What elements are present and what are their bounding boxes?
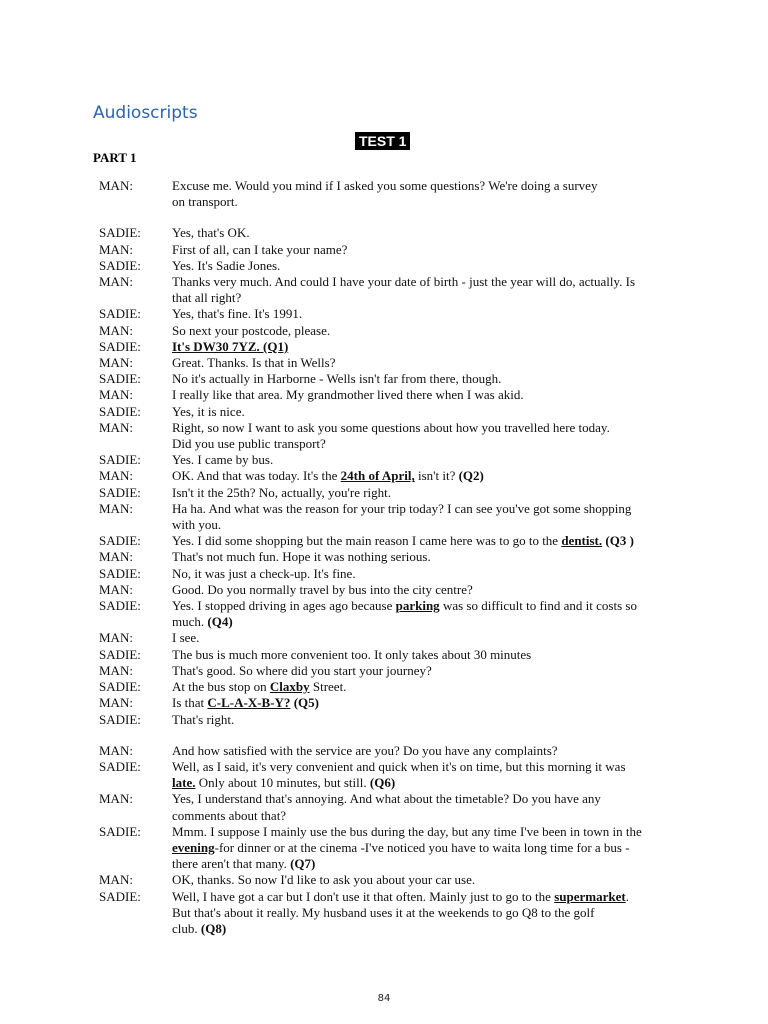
dialogue-text: The bus is much more convenient too. It only takes about 30 minutes bbox=[172, 646, 532, 662]
dialogue-turn bbox=[99, 872, 679, 888]
dialogue-turn bbox=[99, 178, 679, 210]
dialogue-line bbox=[172, 387, 679, 403]
dialogue-line bbox=[172, 856, 679, 872]
dialogue-turn bbox=[99, 387, 679, 403]
speaker-label: MAN: bbox=[99, 662, 133, 678]
answer-text: 24th of April, bbox=[340, 468, 415, 484]
speaker-label: MAN: bbox=[99, 695, 133, 711]
dialogue-line bbox=[172, 436, 679, 452]
speaker-label: MAN: bbox=[99, 581, 133, 597]
dialogue-text: At the bus stop on bbox=[172, 679, 270, 695]
question-marker: (Q2) bbox=[458, 468, 484, 484]
dialogue-text: much. bbox=[172, 614, 208, 630]
speaker-label: SADIE: bbox=[99, 598, 141, 614]
speaker-label: SADIE: bbox=[99, 533, 141, 549]
dialogue-text: And how satisfied with the service are you? Do you have any complaints? bbox=[172, 742, 558, 758]
dialogue-line bbox=[172, 274, 679, 290]
speaker-label: SADIE: bbox=[99, 452, 141, 468]
dialogue-text: Well, I have got a car but I don't use it that often. Mainly just to go to the bbox=[172, 888, 555, 904]
dialogue-turn bbox=[99, 679, 679, 695]
dialogue-line bbox=[172, 258, 679, 274]
dialogue-turn bbox=[99, 468, 679, 484]
dialogue-text: isn't it? bbox=[414, 468, 459, 484]
speaker-label: MAN: bbox=[99, 322, 133, 338]
dialogue-line bbox=[172, 549, 679, 565]
dialogue-turn bbox=[99, 274, 679, 306]
dialogue-text: OK, thanks. So now I'd like to ask you about your car use. bbox=[172, 872, 476, 888]
answer-text: evening bbox=[172, 839, 215, 855]
dialogue-line bbox=[172, 647, 679, 663]
dialogue-text: But that's about it really. My husband uses it at the weekends to go Q8 to the golf bbox=[172, 904, 595, 920]
dialogue-line bbox=[172, 791, 679, 807]
dialogue-text: Is that bbox=[172, 695, 208, 711]
dialogue-turn bbox=[99, 759, 679, 791]
dialogue-text: Mmm. I suppose I mainly use the bus during the day, but any time I've been in town in the bbox=[172, 823, 642, 839]
dialogue-line bbox=[172, 501, 679, 517]
dialogue-line bbox=[172, 194, 679, 210]
dialogue-turn bbox=[99, 242, 679, 258]
dialogue-turn bbox=[99, 663, 679, 679]
dialogue-text: No, it was just a check-up. It's fine. bbox=[172, 565, 356, 581]
answer-text: dentist. bbox=[561, 533, 603, 549]
dialogue-text: . bbox=[625, 888, 629, 904]
dialogue-line bbox=[172, 339, 679, 355]
dialogue-turn bbox=[99, 225, 679, 241]
dialogue-line bbox=[172, 404, 679, 420]
dialogue-turn bbox=[99, 695, 679, 711]
dialogue-text: Isn't it the 25th? No, actually, you're right. bbox=[172, 484, 392, 500]
speaker-label: MAN: bbox=[99, 419, 133, 435]
dialogue-line bbox=[172, 355, 679, 371]
dialogue-text: Yes, that's OK. bbox=[172, 225, 250, 241]
dialogue-turn bbox=[99, 533, 679, 549]
dialogue-line bbox=[172, 759, 679, 775]
dialogue-line bbox=[172, 290, 679, 306]
answer-text: Claxby bbox=[269, 679, 310, 695]
speaker-label: SADIE: bbox=[99, 484, 141, 500]
dialogue-turn bbox=[99, 712, 679, 728]
dialogue-turn bbox=[99, 501, 679, 533]
test-badge: TEST 1 bbox=[355, 132, 410, 150]
dialogue-text: Well, as I said, it's very convenient and quick when it's on time, but this morning it was bbox=[172, 758, 626, 774]
speaker-label: MAN: bbox=[99, 630, 133, 646]
dialogue-text: Yes. I stopped driving in ages ago because bbox=[172, 598, 396, 614]
dialogue-line bbox=[172, 598, 679, 614]
dialogue-turn bbox=[99, 452, 679, 468]
dialogue-line bbox=[172, 630, 679, 646]
dialogue-text: Yes. I came by bus. bbox=[172, 452, 274, 468]
dialogue-text: Only about 10 minutes, but still. bbox=[195, 775, 370, 791]
dialogue-line bbox=[172, 323, 679, 339]
dialogue-turn bbox=[99, 889, 679, 938]
dialogue-text: was so difficult to find and it costs so bbox=[439, 598, 637, 614]
dialogue-line bbox=[172, 582, 679, 598]
dialogue-text: No it's actually in Harborne - Wells isn't far from there, though. bbox=[172, 371, 502, 387]
speaker-label: MAN: bbox=[99, 274, 133, 290]
dialogue-line bbox=[172, 566, 679, 582]
dialogue-turn bbox=[99, 339, 679, 355]
dialogue-line bbox=[172, 420, 679, 436]
dialogue-turn bbox=[99, 323, 679, 339]
dialogue-line bbox=[172, 679, 679, 695]
speaker-label: SADIE: bbox=[99, 371, 141, 387]
dialogue-turn bbox=[99, 630, 679, 646]
dialogue-turn bbox=[99, 355, 679, 371]
speaker-label: SADIE: bbox=[99, 306, 141, 322]
speaker-label: SADIE: bbox=[99, 338, 141, 354]
dialogue-turn bbox=[99, 306, 679, 322]
dialogue-text: I really like that area. My grandmother lived there when I was akid. bbox=[172, 387, 524, 403]
dialogue-text: on transport. bbox=[172, 194, 238, 210]
paragraph-gap bbox=[99, 210, 679, 225]
speaker-label: MAN: bbox=[99, 500, 133, 516]
dialogue-text: Yes. I did some shopping but the main reason I came here was to go to the bbox=[172, 533, 562, 549]
dialogue-text: Right, so now I want to ask you some questions about how you travelled here today. bbox=[172, 419, 610, 435]
dialogue-line bbox=[172, 614, 679, 630]
question-marker: (Q5) bbox=[290, 695, 319, 711]
speaker-label: MAN: bbox=[99, 355, 133, 371]
speaker-label: SADIE: bbox=[99, 646, 141, 662]
dialogue-turn bbox=[99, 549, 679, 565]
speaker-label: MAN: bbox=[99, 549, 133, 565]
section-title: Audioscripts bbox=[93, 103, 198, 123]
dialogue-text: That's right. bbox=[172, 711, 235, 727]
dialogue-line bbox=[172, 452, 679, 468]
dialogue-line bbox=[172, 468, 679, 484]
dialogue-text: comments about that? bbox=[172, 807, 287, 823]
question-marker: (Q3 ) bbox=[605, 533, 634, 549]
speaker-label: MAN: bbox=[99, 791, 133, 807]
dialogue-text: club. bbox=[172, 920, 201, 936]
dialogue-line bbox=[172, 225, 679, 241]
dialogue-text: Yes, it is nice. bbox=[172, 403, 245, 419]
speaker-label: SADIE: bbox=[99, 257, 141, 273]
speaker-label: SADIE: bbox=[99, 225, 141, 241]
dialogue-text: Yes, I understand that's annoying. And what about the timetable? Do you have any bbox=[172, 791, 601, 807]
speaker-label: MAN: bbox=[99, 178, 133, 193]
dialogue-line bbox=[172, 743, 679, 759]
dialogue-line bbox=[172, 872, 679, 888]
dialogue-line bbox=[172, 889, 679, 905]
dialogue-line bbox=[172, 485, 679, 501]
dialogue-line bbox=[172, 306, 679, 322]
dialogue-line bbox=[172, 712, 679, 728]
dialogue-text: with you. bbox=[172, 517, 222, 533]
page-number: 84 bbox=[377, 993, 391, 1004]
dialogue-text: there aren't that many. bbox=[172, 856, 291, 872]
answer-text: late. bbox=[172, 775, 196, 791]
speaker-label: MAN: bbox=[99, 742, 133, 758]
dialogue-turn bbox=[99, 404, 679, 420]
dialogue-text: OK. And that was today. It's the bbox=[172, 468, 341, 484]
dialogue-text: -for dinner or at the cinema -I've noticed you have to waita long time for a bus - bbox=[214, 839, 630, 855]
speaker-label: MAN: bbox=[99, 468, 133, 484]
dialogue-line bbox=[172, 663, 679, 679]
dialogue-turn bbox=[99, 598, 679, 630]
dialogue-line bbox=[172, 905, 679, 921]
answer-text: parking bbox=[395, 598, 440, 614]
speaker-label: SADIE: bbox=[99, 758, 141, 774]
question-marker: (Q6) bbox=[369, 775, 396, 791]
dialogue-line bbox=[172, 695, 679, 711]
dialogue-text: So next your postcode, please. bbox=[172, 322, 331, 338]
dialogue-line bbox=[172, 178, 679, 194]
dialogue-text: that all right? bbox=[172, 290, 242, 306]
speaker-label: MAN: bbox=[99, 241, 133, 257]
question-marker: (Q4) bbox=[207, 614, 233, 630]
dialogue-turn bbox=[99, 420, 679, 452]
dialogue-text: Excuse me. Would you mind if I asked you some questions? We're doing a survey bbox=[172, 178, 598, 193]
dialogue-text: Did you use public transport? bbox=[172, 436, 326, 452]
dialogue-turn bbox=[99, 371, 679, 387]
speaker-label: SADIE: bbox=[99, 711, 141, 727]
dialogue-text: Yes. It's Sadie Jones. bbox=[172, 257, 281, 273]
audioscript-dialogue bbox=[99, 178, 679, 937]
dialogue-text: Street. bbox=[309, 679, 347, 695]
dialogue-text: Ha ha. And what was the reason for your trip today? I can see you've got some shopping bbox=[172, 500, 632, 516]
speaker-label: SADIE: bbox=[99, 565, 141, 581]
dialogue-text: Thanks very much. And could I have your date of birth - just the year will do, actually. Is bbox=[172, 274, 636, 290]
dialogue-line bbox=[172, 808, 679, 824]
dialogue-text: That's good. So where did you start your journey? bbox=[172, 662, 432, 678]
dialogue-text: That's not much fun. Hope it was nothing serious. bbox=[172, 549, 431, 565]
dialogue-line bbox=[172, 921, 679, 937]
dialogue-line bbox=[172, 533, 679, 549]
dialogue-turn bbox=[99, 258, 679, 274]
speaker-label: SADIE: bbox=[99, 888, 141, 904]
part-label: PART 1 bbox=[93, 150, 137, 165]
dialogue-turn bbox=[99, 485, 679, 501]
dialogue-turn bbox=[99, 566, 679, 582]
dialogue-turn bbox=[99, 647, 679, 663]
dialogue-line bbox=[172, 775, 679, 791]
speaker-label: MAN: bbox=[99, 872, 133, 888]
dialogue-turn bbox=[99, 743, 679, 759]
dialogue-line bbox=[172, 517, 679, 533]
dialogue-text: Great. Thanks. Is that in Wells? bbox=[172, 355, 336, 371]
dialogue-text: I see. bbox=[172, 630, 200, 646]
dialogue-line bbox=[172, 371, 679, 387]
dialogue-text: Good. Do you normally travel by bus into the city centre? bbox=[172, 581, 473, 597]
question-marker: (Q7) bbox=[290, 856, 316, 872]
dialogue-line bbox=[172, 242, 679, 258]
dialogue-line bbox=[172, 840, 679, 856]
speaker-label: SADIE: bbox=[99, 823, 141, 839]
speaker-label: SADIE: bbox=[99, 403, 141, 419]
dialogue-text: Yes, that's fine. It's 1991. bbox=[172, 306, 303, 322]
question-marker: (Q8) bbox=[200, 920, 227, 936]
answer-text: supermarket bbox=[554, 888, 626, 904]
paragraph-gap bbox=[99, 728, 679, 743]
dialogue-turn bbox=[99, 791, 679, 823]
speaker-label: MAN: bbox=[99, 387, 133, 403]
answer-text: It's DW30 7YZ. (Q1) bbox=[172, 338, 289, 354]
dialogue-line bbox=[172, 824, 679, 840]
answer-text: C-L-A-X-B-Y? bbox=[207, 695, 291, 711]
dialogue-turn bbox=[99, 824, 679, 873]
dialogue-turn bbox=[99, 582, 679, 598]
speaker-label: SADIE: bbox=[99, 679, 141, 695]
dialogue-text: First of all, can I take your name? bbox=[172, 241, 348, 257]
